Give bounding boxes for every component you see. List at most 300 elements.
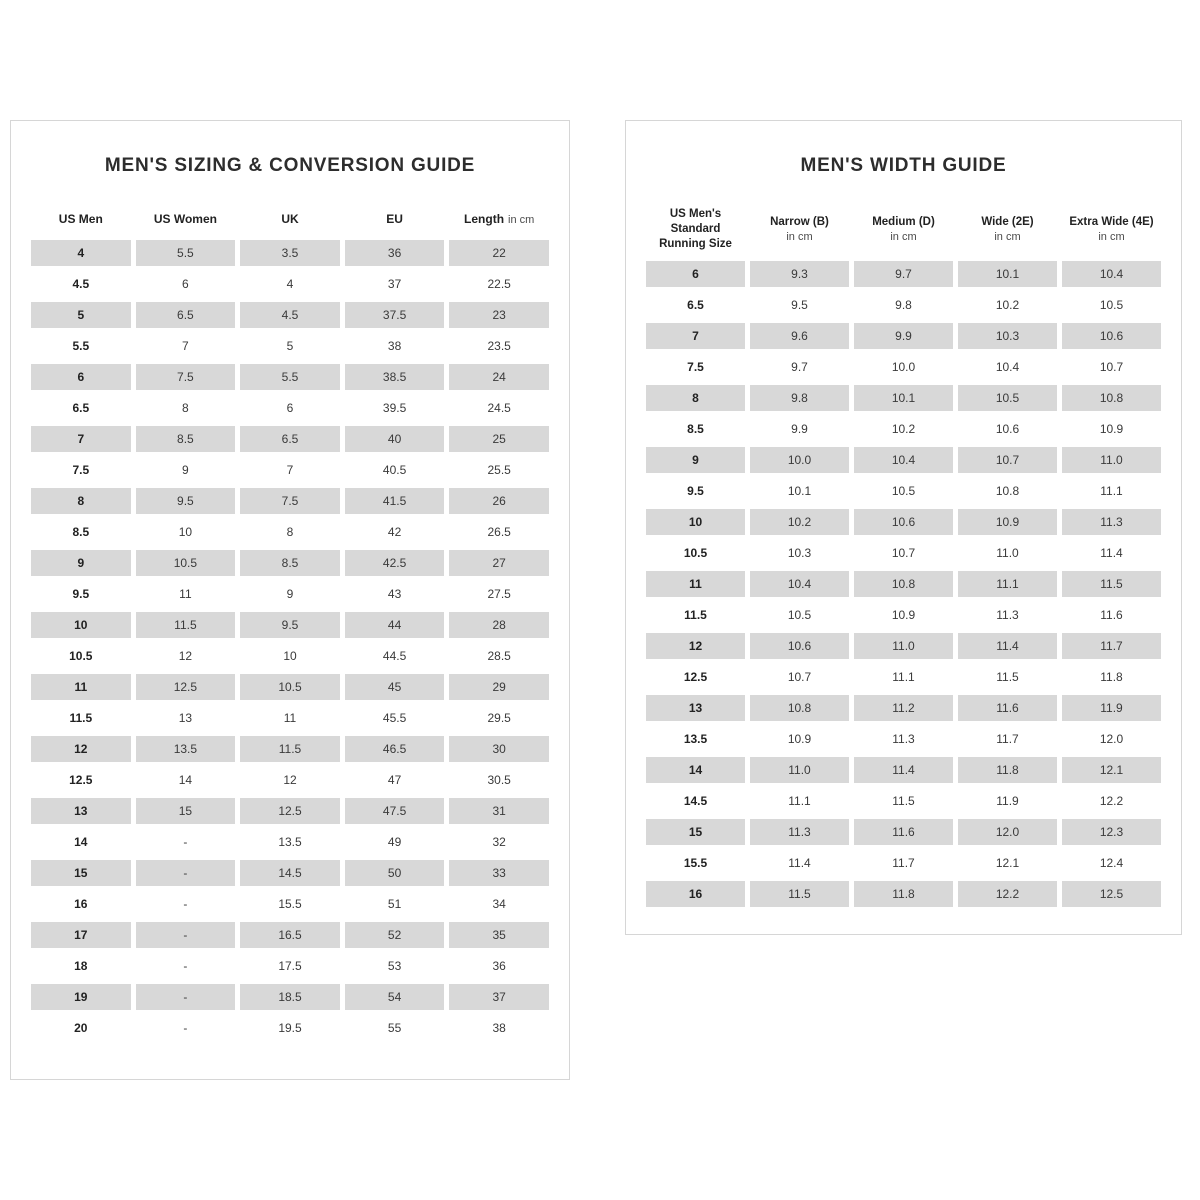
table-cell: 24.5: [487, 401, 511, 415]
table-cell: 9.5: [136, 488, 236, 514]
column-header: [958, 207, 1057, 252]
table-cell: 10.9: [958, 509, 1057, 535]
table-cell: 11.4: [958, 633, 1057, 659]
table-cell: 12.4: [1099, 855, 1124, 870]
table-cell: 55: [387, 1021, 402, 1035]
width-guide-title: MEN'S WIDTH GUIDE: [800, 155, 1007, 176]
table-cell: 11.3: [1062, 509, 1161, 535]
table-row: [646, 664, 1161, 690]
table-cell: 10.9: [1099, 421, 1124, 436]
table-cell: 38: [387, 339, 402, 353]
table-cell: 50: [345, 860, 445, 886]
table-cell: 13.5: [136, 736, 236, 762]
table-row: [646, 788, 1161, 814]
table-row: [31, 271, 549, 297]
table-cell: 4.5: [72, 277, 90, 291]
table-cell: 40.5: [382, 463, 407, 477]
table-cell: 7: [182, 339, 189, 353]
table-body: [646, 261, 1161, 907]
table-row: [646, 602, 1161, 628]
table-cell: 10.6: [995, 421, 1020, 436]
table-cell: 10.3: [787, 545, 812, 560]
table-cell: 16: [646, 881, 745, 907]
table-cell: 12.2: [1099, 793, 1124, 808]
table-cell: 18: [74, 959, 88, 973]
table-cell: 12: [178, 649, 193, 663]
table-cell: 8: [31, 488, 131, 514]
table-row: [31, 736, 549, 762]
table-cell: 15: [136, 798, 236, 824]
table-row: [646, 726, 1161, 752]
table-cell: 15.5: [278, 897, 302, 911]
table-row: [31, 643, 549, 669]
table-cell: 45: [345, 674, 445, 700]
table-cell: 11.8: [854, 881, 953, 907]
table-cell: 11.5: [136, 612, 236, 638]
column-header-unit: in cm: [994, 230, 1021, 243]
table-row: [31, 302, 549, 328]
table-cell: 9: [31, 550, 131, 576]
table-cell: 10.0: [750, 447, 849, 473]
table-cell: 8.5: [687, 421, 704, 436]
table-row: [31, 550, 549, 576]
table-cell: 16: [74, 897, 88, 911]
table-cell: 9.7: [854, 261, 953, 287]
table-cell: 10.3: [958, 323, 1057, 349]
table-row: [31, 860, 549, 886]
table-row: [31, 457, 549, 483]
sizing-guide-title: MEN'S SIZING & CONVERSION GUIDE: [104, 155, 476, 176]
table-cell: 9: [286, 587, 294, 601]
table-cell: 44.5: [382, 649, 407, 663]
table-cell: 11.1: [1100, 483, 1123, 498]
table-row: [646, 695, 1161, 721]
table-cell: 7: [31, 426, 131, 452]
table-cell: 6: [182, 277, 189, 291]
table-cell: 7.5: [687, 359, 704, 374]
table-cell: 12: [31, 736, 131, 762]
table-cell: 27.5: [487, 587, 511, 601]
table-cell: 9: [182, 463, 189, 477]
table-row: [646, 509, 1161, 535]
column-header: [31, 207, 131, 233]
table-cell: 22.5: [487, 277, 511, 291]
table-cell: 49: [387, 835, 402, 849]
table-cell: 9.5: [687, 483, 704, 498]
table-cell: 10.1: [958, 261, 1057, 287]
table-cell: 11.6: [854, 819, 953, 845]
table-cell: 25: [449, 426, 549, 452]
table-cell: 14: [646, 757, 745, 783]
table-row: [31, 488, 549, 514]
table-cell: 10.8: [854, 571, 953, 597]
table-row: [646, 323, 1161, 349]
table-cell: 13.5: [278, 835, 302, 849]
table-row: [31, 581, 549, 607]
table-cell: 5.5: [136, 240, 236, 266]
table-cell: 8.5: [72, 525, 90, 539]
table-row: [646, 819, 1161, 845]
column-header-unit: in cm: [1098, 230, 1125, 243]
table-cell: 8: [286, 525, 294, 539]
table-cell: -: [183, 1021, 188, 1035]
table-cell: 11.4: [854, 757, 953, 783]
table-cell: 11.0: [996, 545, 1019, 560]
table-cell: 11.3: [996, 607, 1019, 622]
table-row: [646, 540, 1161, 566]
table-cell: 34: [492, 897, 506, 911]
column-header: [854, 207, 953, 252]
table-cell: 9: [646, 447, 745, 473]
table-cell: 36: [345, 240, 445, 266]
table-cell: 10.4: [995, 359, 1020, 374]
table-row: [31, 612, 549, 638]
mens-width-guide-card: [625, 120, 1182, 935]
table-cell: 36: [492, 959, 506, 973]
table-cell: 12.3: [1062, 819, 1161, 845]
column-header-label: Medium (D): [872, 215, 935, 228]
table-row: [646, 850, 1161, 876]
table-cell: 8.5: [240, 550, 340, 576]
column-header-label: Extra Wide (4E): [1069, 215, 1154, 228]
column-header-label: Wide (2E): [981, 215, 1034, 228]
table-cell: 10.0: [891, 359, 916, 374]
table-cell: 11: [283, 711, 297, 725]
table-cell: 14.5: [240, 860, 340, 886]
table-cell: 11.5: [892, 793, 915, 808]
table-cell: 10.5: [683, 545, 708, 560]
table-cell: 6: [286, 401, 294, 415]
table-cell: 8: [182, 401, 189, 415]
column-header-label: Length: [464, 212, 505, 227]
table-cell: 14: [178, 773, 193, 787]
table-cell: 51: [387, 897, 402, 911]
table-cell: 6.5: [240, 426, 340, 452]
table-row: [646, 292, 1161, 318]
table-cell: 26: [449, 488, 549, 514]
table-cell: 11.0: [854, 633, 953, 659]
table-cell: 11.5: [1062, 571, 1161, 597]
table-cell: 6.5: [136, 302, 236, 328]
table-cell: 8: [646, 385, 745, 411]
table-cell: 46.5: [345, 736, 445, 762]
table-row: [31, 953, 549, 979]
table-cell: 11.8: [958, 757, 1057, 783]
table-cell: 10.5: [240, 674, 340, 700]
table-row: [646, 354, 1161, 380]
table-cell: 7.5: [136, 364, 236, 390]
table-cell: 25.5: [487, 463, 511, 477]
table-row: [31, 922, 549, 948]
table-cell: 19: [31, 984, 131, 1010]
table-row: [646, 571, 1161, 597]
table-cell: 10.7: [891, 545, 916, 560]
column-header-unit: in cm: [786, 230, 813, 243]
table-cell: 10.6: [750, 633, 849, 659]
table-cell: 11: [646, 571, 745, 597]
table-row: [31, 240, 549, 266]
table-cell: 12: [646, 633, 745, 659]
table-cell: 10.9: [891, 607, 916, 622]
table-cell: 10.5: [891, 483, 916, 498]
column-header: [1062, 207, 1161, 252]
table-cell: 40: [345, 426, 445, 452]
column-header-label: US Men: [58, 212, 103, 227]
table-cell: 15: [646, 819, 745, 845]
table-cell: 15: [31, 860, 131, 886]
table-cell: 4: [31, 240, 131, 266]
table-cell: 39.5: [382, 401, 407, 415]
table-cell: 10.7: [1099, 359, 1124, 374]
table-row: [646, 261, 1161, 287]
table-cell: 10.6: [1062, 323, 1161, 349]
table-row: [31, 426, 549, 452]
table-cell: 4: [286, 277, 294, 291]
table-cell: 9.9: [791, 421, 808, 436]
table-cell: 24: [449, 364, 549, 390]
table-header-row: [31, 207, 549, 233]
table-cell: 10.5: [69, 649, 93, 663]
table-cell: 12.5: [683, 669, 708, 684]
table-cell: 47.5: [345, 798, 445, 824]
table-row: [31, 395, 549, 421]
table-cell: 10: [646, 509, 745, 535]
table-cell: 38.5: [345, 364, 445, 390]
table-cell: -: [183, 959, 188, 973]
table-cell: 7.5: [72, 463, 90, 477]
table-cell: 6: [31, 364, 131, 390]
table-cell: 45.5: [382, 711, 407, 725]
table-cell: 5: [31, 302, 131, 328]
table-cell: 30: [449, 736, 549, 762]
table-cell: 6: [646, 261, 745, 287]
table-cell: 12.0: [1099, 731, 1124, 746]
column-header-unit: in cm: [890, 230, 917, 243]
table-cell: 10.5: [958, 385, 1057, 411]
table-cell: -: [183, 835, 188, 849]
table-row: [646, 881, 1161, 907]
column-header-label: US Men's Standard Running Size: [659, 208, 732, 250]
table-cell: 12.5: [69, 773, 93, 787]
table-cell: 14.5: [683, 793, 708, 808]
table-cell: 11.1: [788, 793, 811, 808]
table-cell: 11.9: [1062, 695, 1161, 721]
table-cell: 37: [387, 277, 402, 291]
table-row: [31, 984, 549, 1010]
table-cell: 9.7: [791, 359, 808, 374]
table-cell: 11.5: [240, 736, 340, 762]
table-cell: 11: [179, 587, 192, 601]
table-cell: 11.9: [996, 793, 1019, 808]
table-cell: 12.0: [958, 819, 1057, 845]
table-cell: 10.1: [854, 385, 953, 411]
table-cell: -: [183, 897, 188, 911]
table-cell: 5: [286, 339, 294, 353]
table-cell: 9.5: [791, 297, 808, 312]
table-cell: 31: [449, 798, 549, 824]
table-cell: 11.1: [892, 669, 915, 684]
table-cell: 29: [449, 674, 549, 700]
table-cell: 17.5: [278, 959, 302, 973]
table-cell: 10.2: [750, 509, 849, 535]
table-cell: 11.5: [750, 881, 849, 907]
table-cell: 37: [449, 984, 549, 1010]
table-row: [646, 757, 1161, 783]
table-cell: -: [136, 984, 236, 1010]
column-header: [646, 207, 745, 252]
table-cell: 23: [449, 302, 549, 328]
table-cell: 44: [345, 612, 445, 638]
table-cell: 7: [646, 323, 745, 349]
table-cell: 47: [387, 773, 402, 787]
table-row: [31, 767, 549, 793]
table-cell: 11.2: [854, 695, 953, 721]
table-cell: 11.7: [1062, 633, 1161, 659]
table-cell: 11.6: [958, 695, 1057, 721]
table-cell: 10.2: [891, 421, 916, 436]
table-cell: 22: [449, 240, 549, 266]
table-cell: 11.3: [750, 819, 849, 845]
table-cell: 11.4: [788, 855, 811, 870]
table-cell: 6.5: [72, 401, 90, 415]
table-cell: 28.5: [487, 649, 511, 663]
table-row: [646, 447, 1161, 473]
table-cell: 12.1: [995, 855, 1020, 870]
table-cell: 5.5: [240, 364, 340, 390]
column-header: [345, 207, 445, 233]
table-cell: 11.7: [892, 855, 915, 870]
width-guide-table: [646, 207, 1161, 907]
table-row: [31, 674, 549, 700]
table-row: [31, 333, 549, 359]
column-header: [449, 207, 549, 233]
table-cell: 10.2: [995, 297, 1020, 312]
table-cell: 10.5: [787, 607, 812, 622]
column-header-label: EU: [386, 212, 403, 227]
table-cell: 18.5: [240, 984, 340, 1010]
table-cell: 11.5: [684, 607, 707, 622]
table-cell: 6.5: [687, 297, 704, 312]
table-row: [646, 385, 1161, 411]
table-cell: 38: [492, 1021, 506, 1035]
table-cell: 29.5: [487, 711, 511, 725]
table-cell: 15.5: [683, 855, 708, 870]
table-cell: 10: [178, 525, 193, 539]
table-cell: 13: [178, 711, 193, 725]
table-cell: 14: [74, 835, 88, 849]
table-cell: 10: [283, 649, 297, 663]
table-cell: 11.7: [996, 731, 1019, 746]
table-cell: 33: [449, 860, 549, 886]
table-cell: 11.1: [958, 571, 1057, 597]
table-cell: 11.6: [1100, 607, 1123, 622]
table-cell: 11.8: [1100, 669, 1123, 684]
table-cell: -: [136, 922, 236, 948]
table-cell: 9.8: [895, 297, 912, 312]
table-row: [646, 633, 1161, 659]
table-cell: 54: [345, 984, 445, 1010]
table-cell: 13: [646, 695, 745, 721]
table-cell: 53: [387, 959, 402, 973]
table-row: [31, 705, 549, 731]
table-row: [646, 478, 1161, 504]
table-cell: 28: [449, 612, 549, 638]
table-cell: 23.5: [487, 339, 511, 353]
table-cell: 12.5: [136, 674, 236, 700]
table-cell: 9.6: [750, 323, 849, 349]
column-header-label: US Women: [153, 212, 217, 227]
table-cell: 8.5: [136, 426, 236, 452]
table-cell: 26.5: [487, 525, 511, 539]
table-cell: 10.5: [136, 550, 236, 576]
table-cell: 11: [31, 674, 131, 700]
column-header: [750, 207, 849, 252]
table-cell: 10.7: [787, 669, 812, 684]
table-cell: 10.5: [1099, 297, 1124, 312]
column-header: [136, 207, 236, 233]
table-row: [31, 891, 549, 917]
table-body: [31, 240, 549, 1041]
table-cell: 10.9: [787, 731, 812, 746]
table-cell: 42: [387, 525, 402, 539]
table-header-row: [646, 207, 1161, 252]
table-cell: 27: [449, 550, 549, 576]
table-cell: 10.8: [995, 483, 1020, 498]
table-cell: 13: [31, 798, 131, 824]
table-cell: 7.5: [240, 488, 340, 514]
table-row: [646, 416, 1161, 442]
table-cell: 5.5: [72, 339, 90, 353]
table-cell: 11.5: [996, 669, 1019, 684]
table-cell: 10.1: [787, 483, 812, 498]
column-header-label: Narrow (B): [770, 215, 829, 228]
table-cell: 12.5: [240, 798, 340, 824]
table-cell: 11.4: [1100, 545, 1123, 560]
table-cell: 30.5: [487, 773, 511, 787]
table-cell: 9.5: [72, 587, 90, 601]
table-cell: 10.4: [1062, 261, 1161, 287]
column-header-unit: in cm: [508, 213, 535, 226]
table-cell: 10.6: [854, 509, 953, 535]
mens-sizing-conversion-guide-card: [10, 120, 570, 1080]
table-cell: 52: [345, 922, 445, 948]
table-cell: 32: [492, 835, 506, 849]
table-cell: 12: [283, 773, 297, 787]
table-cell: 12.5: [1062, 881, 1161, 907]
table-cell: 42.5: [345, 550, 445, 576]
table-cell: 4.5: [240, 302, 340, 328]
table-cell: 10.4: [750, 571, 849, 597]
table-cell: 7: [286, 463, 294, 477]
table-cell: 9.5: [240, 612, 340, 638]
table-cell: -: [136, 860, 236, 886]
table-cell: 17: [31, 922, 131, 948]
table-cell: 10.7: [958, 447, 1057, 473]
table-cell: 43: [387, 587, 402, 601]
table-row: [31, 798, 549, 824]
table-cell: 10: [31, 612, 131, 638]
table-row: [31, 1015, 549, 1041]
table-cell: 10.8: [750, 695, 849, 721]
table-cell: 10.4: [854, 447, 953, 473]
table-cell: 12.2: [958, 881, 1057, 907]
table-cell: 9.8: [750, 385, 849, 411]
table-cell: 13.5: [683, 731, 708, 746]
column-header: [240, 207, 340, 233]
table-cell: 11.5: [69, 711, 93, 725]
table-cell: 20: [74, 1021, 88, 1035]
table-cell: 11.3: [892, 731, 915, 746]
